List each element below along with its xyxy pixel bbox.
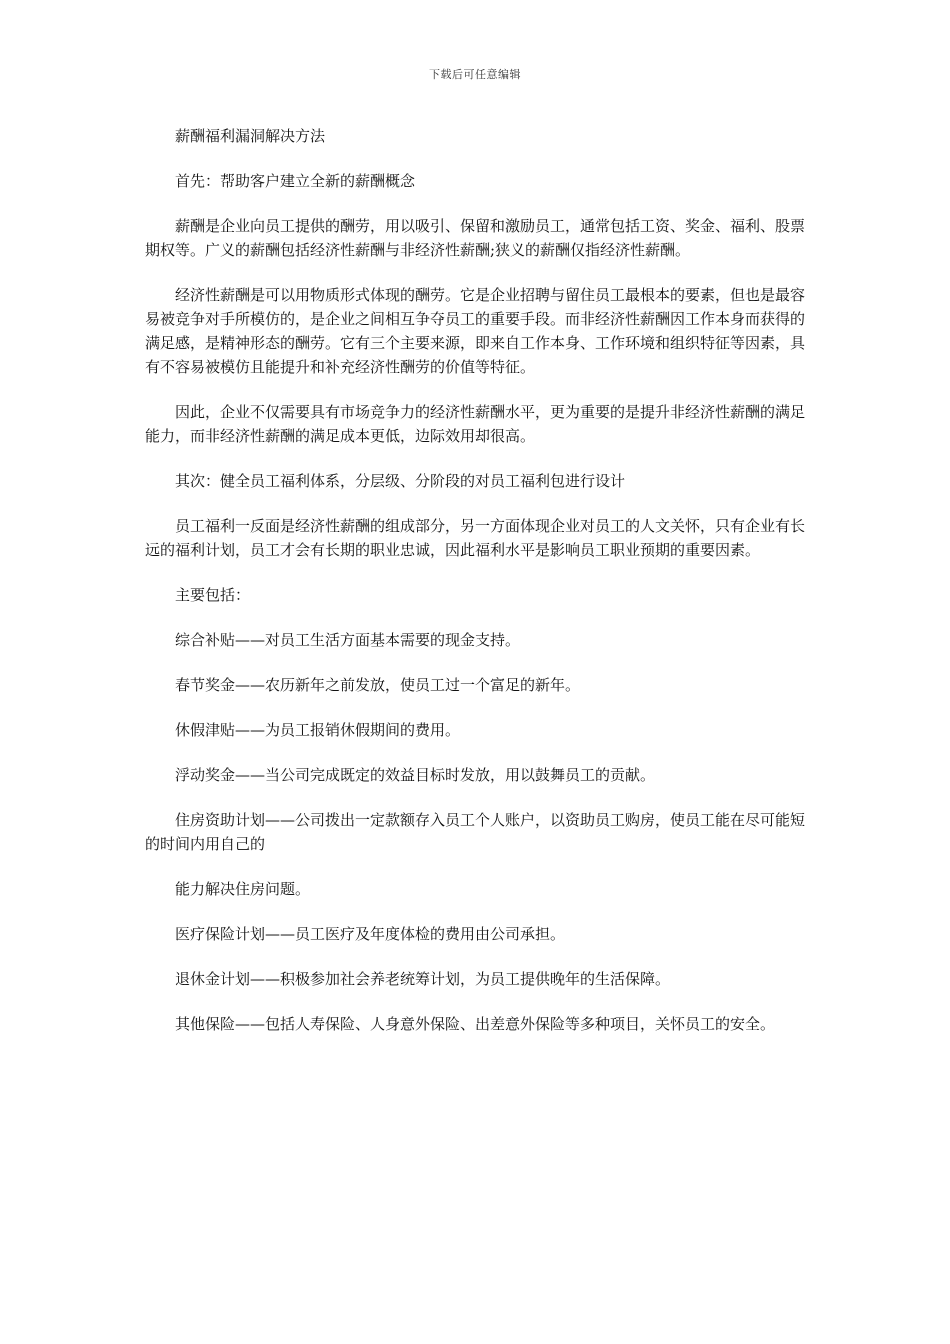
list-item: 综合补贴——对员工生活方面基本需要的现金支持。: [175, 631, 521, 649]
list-item: 休假津贴——为员工报销休假期间的费用。: [175, 721, 461, 739]
section-heading-first: 首先：帮助客户建立全新的薪酬概念: [175, 172, 416, 190]
page-header: 下载后可任意编辑: [429, 68, 521, 81]
list-intro: 主要包括：: [175, 586, 251, 604]
paragraph: 员工福利一反面是经济性薪酬的组成部分，另一方面体现企业对员工的人文关怀，只有企业有长远的福利计划，员工才会有长期的职业忠诚，因此福利水平是影响员工职业预期的重要因素。: [145, 517, 806, 559]
paragraph: 因此，企业不仅需要具有市场竞争力的经济性薪酬水平，更为重要的是提升非经济性薪酬的满足能力，而非经济性薪酬的满足成本更低，边际效用却很高。: [145, 403, 806, 445]
list-item-continuation: 能力解决住房问题。: [175, 880, 311, 898]
list-item: 退休金计划——积极参加社会养老统筹计划，为员工提供晚年的生活保障。: [175, 970, 671, 988]
document-body: [145, 124, 805, 1057]
paragraph: 经济性薪酬是可以用物质形式体现的酬劳。它是企业招聘与留住员工最根本的要素，但也是最容易被竞争对手所模仿的，是企业之间相互争夺员工的重要手段。而非经济性薪酬因工作本身而获得的满足感，是精神形态的酬劳。它有三个主要来源，即来自工作本身、工作环境和组织特征等因素，具有不容易被模仿且能提升和补充经济性酬劳的价值等特征。: [145, 286, 806, 376]
list-item: 住房资助计划——公司拨出一定款额存入员工个人账户，以资助员工购房，使员工能在尽可能短的时间内用自己的: [145, 811, 806, 853]
list-item: 医疗保险计划——员工医疗及年度体检的费用由公司承担。: [175, 925, 566, 943]
paragraph: 薪酬是企业向员工提供的酬劳，用以吸引、保留和激励员工，通常包括工资、奖金、福利、股票期权等。广义的薪酬包括经济性薪酬与非经济性薪酬;狭义的薪酬仅指经济性薪酬。: [145, 217, 806, 259]
list-item: 浮动奖金——当公司完成既定的效益目标时发放，用以鼓舞员工的贡献。: [175, 766, 656, 784]
section-heading-second: 其次：健全员工福利体系，分层级、分阶段的对员工福利包进行设计: [175, 472, 626, 490]
list-item: 其他保险——包括人寿保险、人身意外保险、出差意外保险等多种项目，关怀员工的安全。: [175, 1015, 776, 1033]
list-item: 春节奖金——农历新年之前发放，使员工过一个富足的新年。: [175, 676, 581, 694]
document-title: 薪酬福利漏洞解决方法: [175, 127, 326, 145]
